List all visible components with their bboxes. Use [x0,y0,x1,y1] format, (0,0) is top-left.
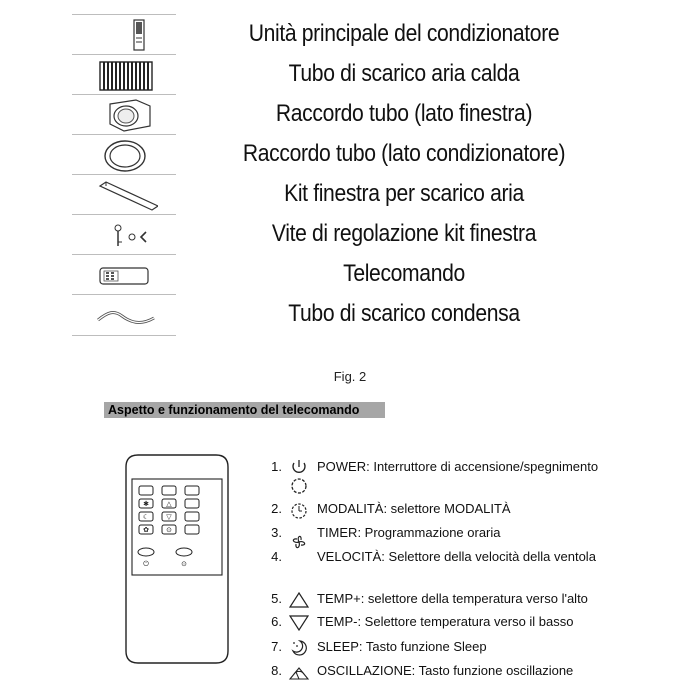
triangle-up-icon [288,591,310,609]
window-adapter-icon [88,98,158,132]
svg-text:✱: ✱ [143,500,149,508]
part-row [72,254,632,294]
power-icon [288,459,310,495]
svg-text:⊙: ⊙ [166,526,172,534]
part-label: Unità principale del condizionatore [248,20,560,47]
triangle-down-icon [288,614,310,632]
swing-icon [288,663,310,681]
part-row [72,54,632,94]
fan-icon [288,533,310,551]
hose-ring-icon [88,138,158,172]
svg-text:⊙: ⊙ [181,560,187,568]
section-heading: Aspetto e funzionamento del telecomando [104,402,385,418]
parts-list [72,14,632,334]
part-label: Vite di regolazione kit finestra [271,220,537,247]
part-row [72,94,632,134]
part-row [72,214,632,254]
remote-control-icon [88,258,158,292]
air-conditioner-unit-icon [88,18,158,52]
sleep-icon [288,639,310,657]
part-row [72,134,632,174]
part-row [72,14,632,54]
part-label: Tubo di scarico condensa [288,300,520,327]
drain-hose-icon [88,298,158,332]
window-kit-panel-icon [88,178,158,212]
part-label: Raccordo tubo (lato finestra) [275,100,533,127]
mode-icon [288,501,310,519]
exhaust-hose-icon [88,58,158,92]
screw-icon [88,218,158,252]
part-label: Kit finestra per scarico aria [284,180,524,207]
svg-text:▽: ▽ [166,513,172,521]
svg-text:△: △ [166,500,172,508]
part-label: Telecomando [343,260,465,287]
part-label: Raccordo tubo (lato condizionatore) [242,140,566,167]
svg-text:✿: ✿ [143,526,149,534]
remote-control-illustration [122,453,232,665]
svg-text:☾: ☾ [142,513,150,521]
part-row [72,174,632,214]
svg-text:⏻: ⏻ [143,560,149,568]
part-row [72,294,632,334]
part-label: Tubo di scarico aria calda [288,60,520,87]
figure-caption: Fig. 2 [333,369,367,384]
